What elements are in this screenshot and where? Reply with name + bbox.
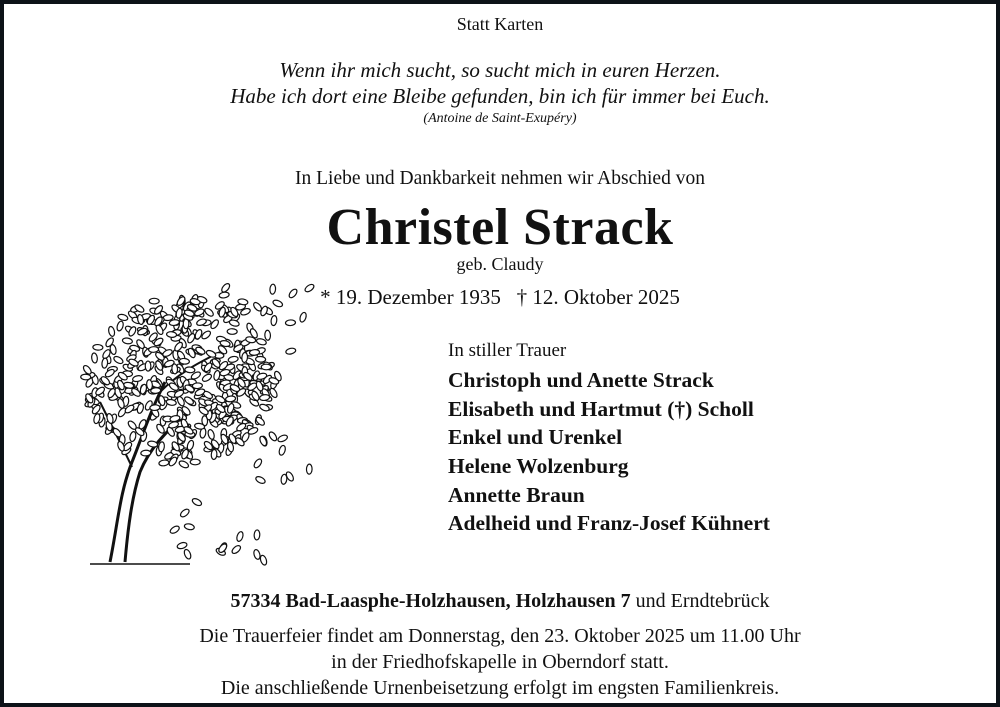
leaf-icon — [158, 441, 165, 452]
leaf-icon — [241, 352, 247, 362]
funeral-line-2: in der Friedhofskapelle in Oberndorf statt. — [331, 651, 669, 673]
funeral-line-3: Die anschließende Urnenbeisetzung erfolgt im engsten Familienkreis. — [220, 677, 780, 699]
leaf-icon — [207, 429, 215, 440]
maiden-name: geb. Claudy — [456, 254, 544, 274]
leaf-icon — [145, 361, 151, 371]
leaf-icon — [108, 326, 116, 337]
leaf-icon — [179, 358, 189, 364]
mourners-list — [448, 340, 770, 540]
leaf-icon — [285, 320, 295, 326]
leaf-icon — [219, 292, 230, 299]
leaf-icon — [278, 445, 286, 456]
leaf-icon — [201, 373, 212, 383]
leaf-icon — [132, 375, 143, 383]
leaf-icon — [172, 364, 178, 374]
leaf-icon — [127, 420, 138, 431]
leaf-icon — [270, 315, 277, 326]
leaf-icon — [146, 379, 153, 390]
leaf-icon — [169, 525, 180, 535]
leaf-icon — [265, 330, 271, 340]
quote-author: (Antoine de Saint-Exupéry) — [423, 111, 577, 126]
leaf-icon — [268, 431, 278, 442]
mourner-name: Enkel und Urenkel — [448, 425, 623, 450]
quote-line-1: Wenn ihr mich sucht, so sucht mich in euren Herzen. — [279, 58, 721, 82]
header-text: Statt Karten — [456, 14, 544, 34]
leaf-icon — [116, 320, 124, 331]
leaf-icon — [236, 531, 244, 542]
leaf-icon — [277, 434, 288, 443]
leaf-icon — [184, 523, 195, 531]
mourner-name: Christoph und Anette Strack — [448, 368, 714, 392]
leaf-icon — [149, 298, 159, 304]
leaf-icon — [270, 284, 276, 294]
mourner-name: Helene Wolzenburg — [448, 454, 629, 479]
address-bold: 57334 Bad-Laasphe-Holzhausen, Holzhausen 7 — [230, 590, 631, 612]
leaf-icon — [179, 508, 190, 519]
leaf-icon — [259, 435, 268, 446]
leaf-icon — [186, 440, 195, 451]
leaf-icon — [304, 283, 315, 293]
leaf-icon — [191, 497, 202, 507]
leaf-icon — [148, 346, 158, 352]
leaf-icon — [209, 319, 219, 330]
leaf-icon — [261, 364, 271, 370]
leaf-icon — [176, 541, 187, 549]
leaf-icon — [178, 460, 189, 470]
leaf-icon — [192, 383, 202, 389]
mourners-heading: In stiller Trauer — [448, 340, 567, 361]
leaf-icon — [147, 440, 158, 447]
leaf-icon — [185, 367, 195, 373]
address-rest: und Erndtebrück — [630, 590, 770, 612]
intro-text: In Liebe und Dankbarkeit nehmen wir Abschied von — [295, 168, 705, 189]
leaf-icon — [122, 337, 133, 344]
leaf-icon — [93, 344, 103, 350]
leaf-icon — [229, 319, 240, 327]
leaf-icon — [288, 288, 299, 299]
leaf-icon — [225, 395, 236, 402]
deceased-name: Christel Strack — [326, 199, 674, 256]
leaf-icon — [217, 543, 228, 554]
leaf-icon — [231, 544, 242, 555]
leaf-icon — [249, 349, 259, 355]
leaf-icon — [236, 422, 247, 432]
leaf-icon — [203, 307, 214, 318]
leaf-icon — [299, 312, 308, 323]
leaf-icon — [81, 374, 91, 380]
address — [0, 590, 1000, 613]
tree-illustration — [70, 262, 320, 582]
leaf-icon — [253, 549, 261, 560]
leaf-icon — [173, 341, 184, 352]
leaf-icon — [259, 394, 270, 401]
leaf-icon — [227, 329, 237, 335]
leaf-icon — [104, 368, 115, 378]
leaf-icon — [255, 416, 266, 427]
life-dates: * 19. Dezember 1935 † 12. Oktober 2025 — [320, 285, 680, 309]
leaf-icon — [255, 356, 265, 362]
leaf-icon — [306, 464, 312, 474]
leaf-icon — [205, 349, 216, 358]
leaf-icon — [166, 331, 176, 337]
leaf-icon — [101, 358, 108, 369]
mourner-name: Annette Braun — [448, 482, 585, 507]
quote-line-2: Habe ich dort eine Bleibe gefunden, bin ich für immer bei Euch. — [230, 84, 770, 108]
leaf-icon — [129, 431, 137, 442]
leaf-icon — [285, 347, 296, 355]
mourner-name: Adelheid und Franz-Josef Kühnert — [448, 511, 770, 536]
funeral-line-1: Die Trauerfeier findet am Donnerstag, den 23. Oktober 2025 um 11.00 Uhr — [199, 625, 801, 647]
leaf-icon — [183, 549, 192, 560]
leaf-icon — [190, 459, 200, 465]
mourner-name: Elisabeth und Hartmut (†) Scholl — [448, 396, 754, 421]
leaf-icon — [255, 475, 266, 485]
leaf-icon — [117, 313, 128, 321]
leaf-icon — [159, 459, 170, 466]
leaf-icon — [150, 405, 160, 411]
leaf-icon — [141, 450, 151, 456]
leaf-icon — [228, 356, 239, 364]
leaf-icon — [91, 353, 98, 364]
leaf-icon — [254, 530, 260, 540]
leaf-icon — [272, 299, 283, 308]
leaf-icon — [253, 458, 263, 469]
leaf-icon — [183, 395, 194, 405]
leaf-icon — [113, 355, 124, 365]
